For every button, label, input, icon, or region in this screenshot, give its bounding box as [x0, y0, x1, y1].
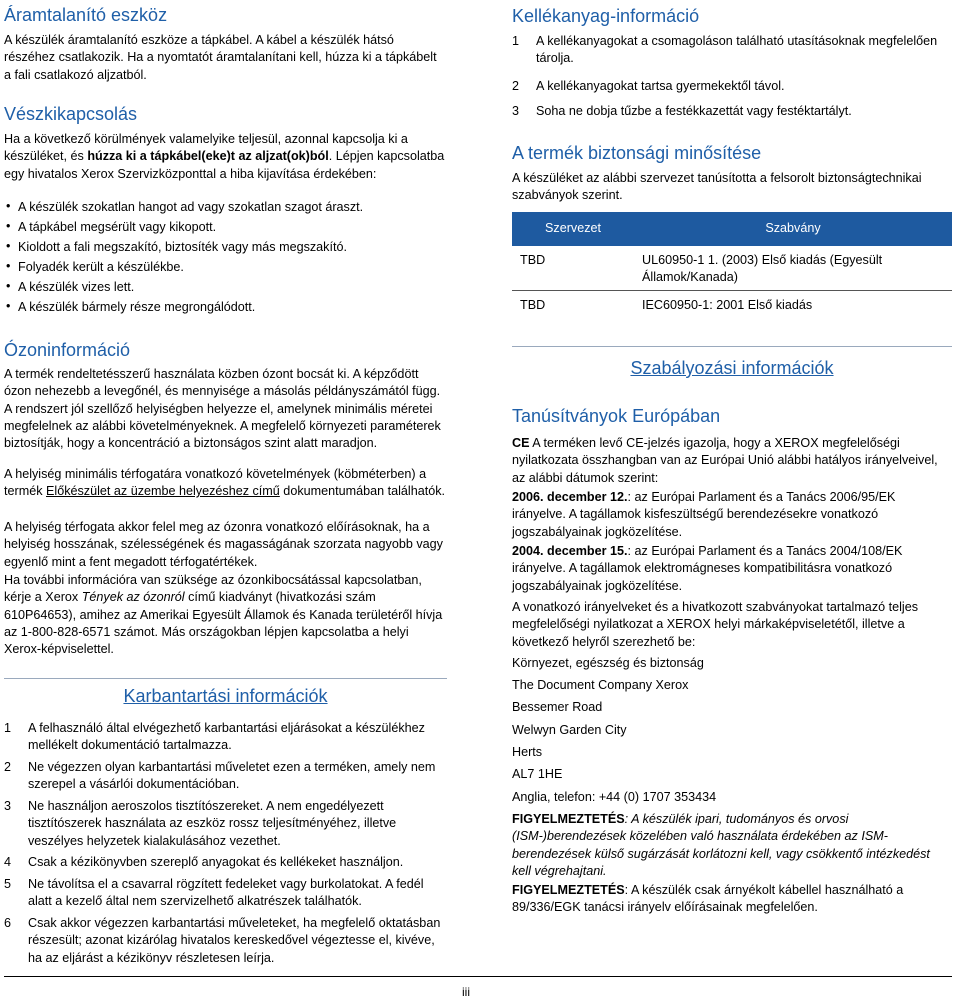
page-number: iii	[462, 985, 470, 999]
address-line: The Document Company Xerox	[512, 678, 689, 692]
table-cell: UL60950-1 1. (2003) Első kiadás (Egyesült Államok/Kanada)	[634, 246, 952, 290]
certification-table	[512, 212, 952, 323]
certification-intro: A készüléket az alábbi szervezet tanúsította a felsorolt biztonságtechnikai szabványok szerint.	[512, 171, 922, 203]
table-cell: IEC60950-1: 2001 Első kiadás	[642, 297, 813, 312]
power-disconnect-title: Áramtalanító eszköz	[4, 5, 168, 25]
ozone-paragraph-4: Ha további információra van szüksége az ózonkibocsátással kapcsolatban, kérje a Xerox Tények az ózonról című kiadványt (hivatkozási szám 610P64653), amihez az Amerikai Egyesült Államok és Kanada területéről hívja az 1-800-828-6571 számot. Más országokban lépjen kapcsolatba a helyi Xerox-képviselettel.	[4, 573, 443, 656]
address-line: Környezet, egészség és biztonság	[512, 656, 704, 670]
list-item: 4 Csak a kézikönyvben szereplő anyagokat és kellékeket használjon.	[4, 855, 404, 869]
ozone-title: Ózoninformáció	[4, 340, 131, 360]
address-line: Herts	[512, 745, 543, 759]
section-divider	[512, 346, 952, 347]
list-item: 2 Ne végezzen olyan karbantartási műveletet ezen a terméken, amely nem szerepel a vásárlói dokumentációban.	[4, 760, 436, 792]
ozone-paragraph-3: A helyiség térfogata akkor felel meg az ózonra vonatkozó előírásoknak, ha a helyiség hosszának, szélességének és magasságának szorzata nagyobb vagy egyenlő mint a fent megadott térfogatértékek.	[4, 520, 443, 569]
list-item: • A készülék szokatlan hangot ad vagy szokatlan szagot áraszt.	[4, 199, 447, 219]
ozone-doc-link[interactable]: Előkészület az üzembe helyezéshez című	[46, 484, 280, 499]
table-cell: TBD	[512, 246, 634, 290]
list-item: 5 Ne távolítsa el a csavarral rögzített fedeleket vagy burkolatokat. A fedél alatt a kezelő által nem szervizelhető alkatrészek találhatók.	[4, 877, 424, 909]
power-disconnect-text: A készülék áramtalanító eszköze a tápkábel. A kábel a készülék hátsó részéhez csatlakozik. Ha a nyomtatót áramtalanítani kell, húzza ki a tápkábelt a fali csatlakozó aljzatból.	[4, 33, 437, 82]
table-row	[512, 290, 952, 323]
address-line: Bessemer Road	[512, 700, 603, 714]
ozone-paragraph-2: A helyiség minimális térfogatára vonatkozó követelmények (köbméterben) a termék Előkészület az üzembe helyezéshez című dokumentumában találhatók.	[4, 467, 446, 499]
emergency-title: Vészkikapcsolás	[4, 104, 138, 124]
address-line: Anglia, telefon: +44 (0) 1707 353434	[512, 790, 717, 804]
directive-2004: 2004. december 15.: az Európai Parlament és a Tanács 2004/108/EK irányelve. A tagállamok elektromágneses kompatibilitásra vonatkozó jogszabályainak jogközelítése.	[512, 544, 903, 593]
directive-2006: 2006. december 12.: az Európai Parlament és a Tanács 2006/95/EK irányelve. A tagállamok kisfeszültségű berendezésekre vonatkozó jogszabályainak jogközelítése.	[512, 490, 896, 539]
emergency-text: Ha a következő körülmények valamelyike teljesül, azonnal kapcsolja ki a készüléket, és húzza ki a tápkábel(eke)t az aljzat(ok)ból. Lépjen kapcsolatba egy hivatalos Xerox Szervizközponttal a hiba kijavítása érdekében:	[4, 132, 445, 181]
footer-rule	[4, 976, 952, 977]
supplies-list	[512, 33, 952, 123]
list-item: 6 Csak akkor végezzen karbantartási műveleteket, ha megfelelő oktatásban részesült; azonat kizárólag hivatalos kereskedővel végeztesse el, kivéve, ha az eljárást a kézikönyv részletesen leírja.	[4, 916, 441, 965]
address-line: AL7 1HE	[512, 767, 563, 781]
table-cell: TBD	[520, 297, 546, 312]
warning-ism: FIGYELMEZTETÉS: A készülék ipari, tudományos és orvosi (ISM-)berendezések közelében való használata érdekében az ISM-berendezések külső sugárzását korlátozni kell, vagy csökkentő intézkedést kell végrehajtani.	[512, 812, 930, 878]
table-header-standard: Szabvány	[634, 212, 952, 246]
list-item: • A készülék vizes lett.	[4, 279, 447, 299]
europe-cert-title: Tanúsítványok Európában	[512, 406, 721, 426]
list-item: • Kioldott a fali megszakító, biztosíték vagy más megszakító.	[4, 239, 447, 259]
section-divider	[4, 678, 447, 679]
emergency-bullet-list	[4, 199, 447, 319]
list-item: • Folyadék került a készülékbe.	[4, 259, 447, 279]
list-item: 2 A kellékanyagokat tartsa gyermekektől távol.	[512, 79, 785, 93]
supplies-title: Kellékanyag-információ	[512, 6, 700, 26]
maintenance-list	[4, 720, 447, 971]
list-item: 3 Ne használjon aeroszolos tisztítószereket. A nem engedélyezett tisztítószerek használata az eszköz rossz teljesítményéhez, illetve veszélyes helyzetek kialakulásához vezethet.	[4, 799, 397, 848]
address-line: Welwyn Garden City	[512, 723, 627, 737]
list-item: • A tápkábel megsérült vagy kikopott.	[4, 219, 447, 239]
ozone-paragraph-1: A termék rendeltetésszerű használata közben ózont bocsát ki. A képződött ózon nehezebb a levegőnél, és mennyisége a másolás példányszámától függ. A rendszert jól szellőző helyiségben helyezze el, amelynek minimális méretei megfelelnek az alábbi követelményeknek. A megfelelő környezeti paraméterek biztosítják, hogy a koncentráció a biztonságos szint alatt maradjon.	[4, 367, 441, 450]
list-item: 1 A kellékanyagokat a csomagoláson található utasításoknak megfelelően tárolja.	[512, 34, 938, 66]
warning-shielded-cable: FIGYELMEZTETÉS: A készülék csak árnyékolt kábellel használható a 89/336/EGK tanácsi irányelv előírásainak megfelelően.	[512, 883, 904, 915]
table-row	[512, 246, 952, 290]
certification-title: A termék biztonsági minősítése	[512, 143, 762, 163]
table-header-row	[512, 212, 952, 246]
regulatory-title: Szabályozási információk	[630, 358, 834, 378]
ce-paragraph: CE A terméken levő CE-jelzés igazolja, hogy a XEROX megfelelőségi nyilatkozata összhangban van az Európai Unió alábbi hatályos irányelveivel, az alábbi dátumok szerint:	[512, 436, 938, 485]
list-item: 1 A felhasználó által elvégezhető karbantartási eljárásokat a készülékhez mellékelt dokumentáció tartalmazza.	[4, 721, 425, 753]
declaration-paragraph: A vonatkozó irányelveket és a hivatkozott szabványokat tartalmazó teljes megfelelőségi nyilatkozat a XEROX helyi márkaképviseletétől, illetve a következő helyről szerezhető be:	[512, 600, 919, 649]
maintenance-title: Karbantartási információk	[123, 686, 328, 706]
list-item: • A készülék bármely része megrongálódott.	[4, 299, 447, 319]
table-header-organization: Szervezet	[512, 212, 634, 246]
list-item: 3 Soha ne dobja tűzbe a festékkazettát vagy festéktartályt.	[512, 104, 852, 118]
